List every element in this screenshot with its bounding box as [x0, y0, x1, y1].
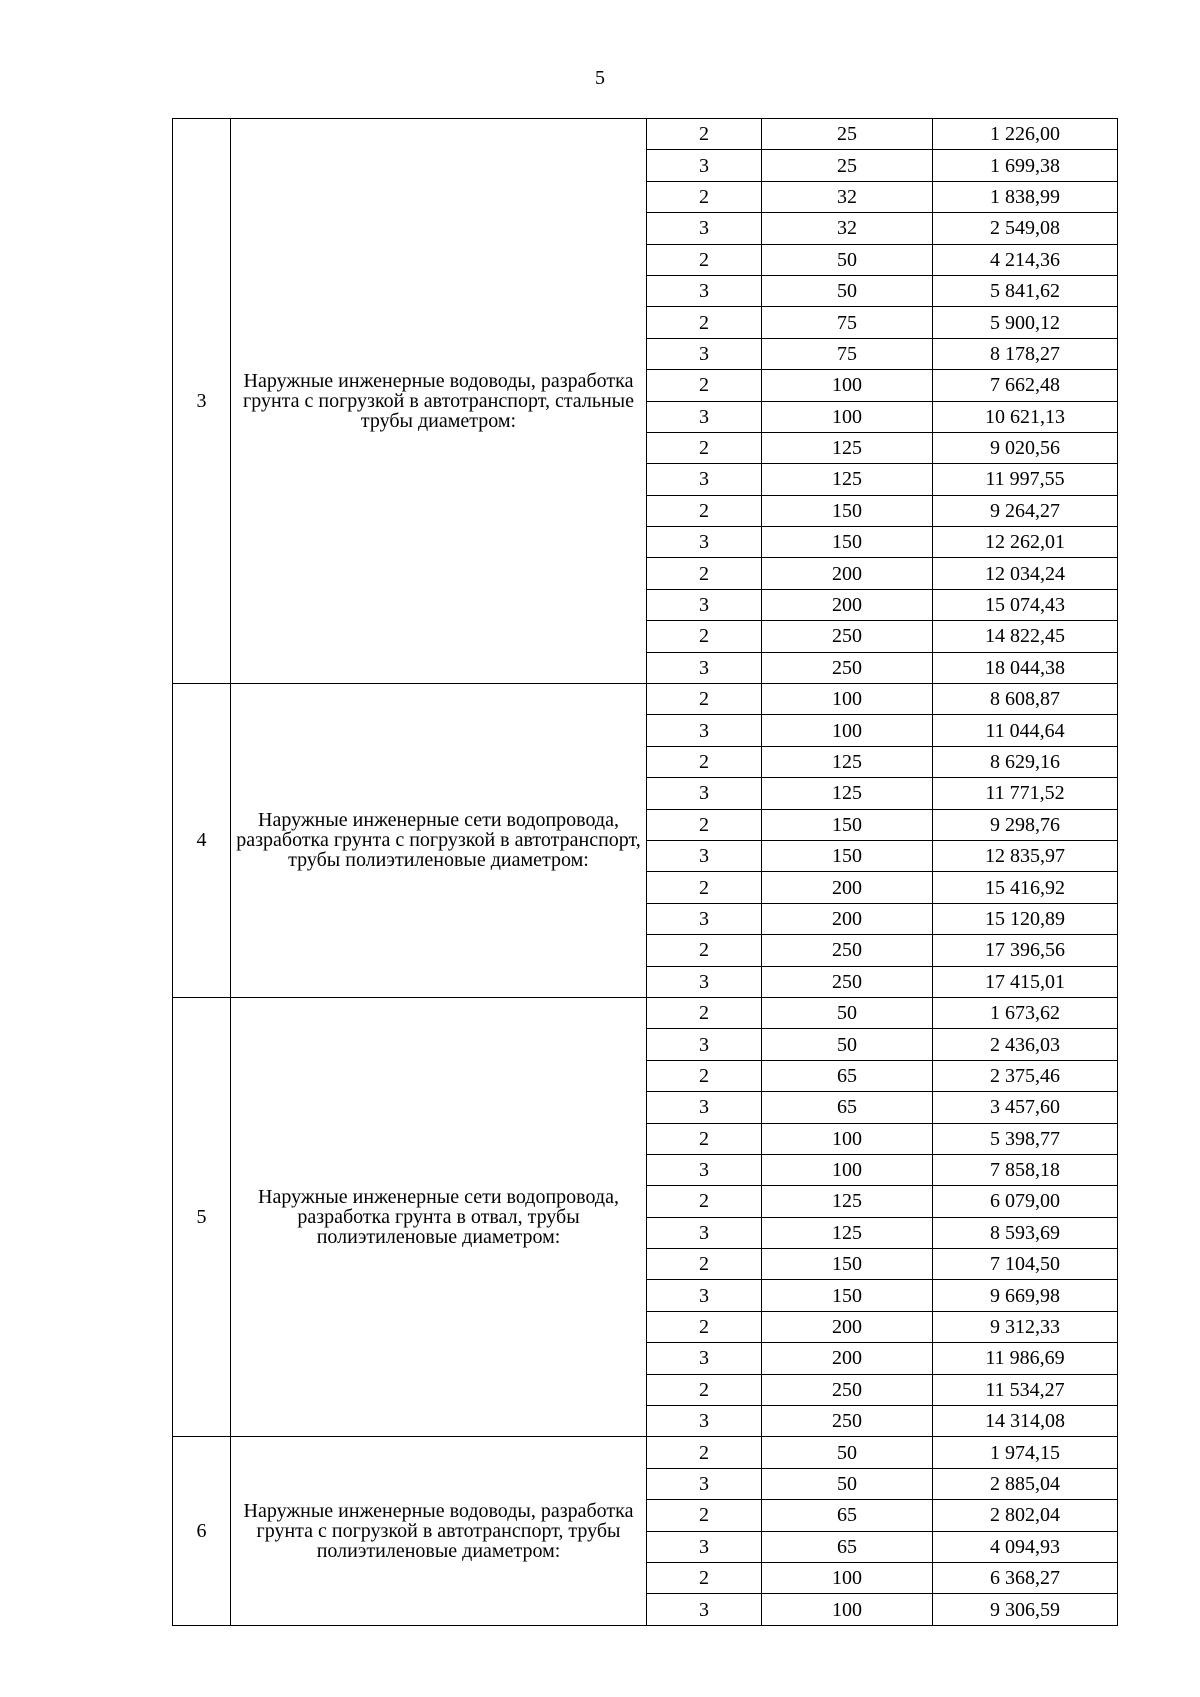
table-body — [173, 119, 1118, 1626]
group-cell: 3 — [647, 1029, 762, 1060]
group-cell: 3 — [647, 1594, 762, 1625]
diameter-cell: 250 — [762, 652, 933, 683]
diameter-cell: 200 — [762, 589, 933, 620]
group-cell: 2 — [647, 1311, 762, 1342]
diameter-cell: 200 — [762, 1311, 933, 1342]
price-cell: 1 226,00 — [933, 119, 1118, 150]
price-cell: 8 593,69 — [933, 1217, 1118, 1248]
price-cell: 6 368,27 — [933, 1562, 1118, 1593]
diameter-cell: 25 — [762, 119, 933, 150]
price-cell: 8 178,27 — [933, 338, 1118, 369]
diameter-cell: 125 — [762, 1186, 933, 1217]
diameter-cell: 200 — [762, 903, 933, 934]
group-cell: 3 — [647, 1531, 762, 1562]
price-cell: 5 841,62 — [933, 275, 1118, 306]
group-cell: 3 — [647, 966, 762, 997]
price-cell: 9 306,59 — [933, 1594, 1118, 1625]
section-number: 3 — [173, 119, 231, 684]
price-cell: 6 079,00 — [933, 1186, 1118, 1217]
group-cell: 3 — [647, 715, 762, 746]
section-description: Наружные инженерные водоводы, разработка грунта с погрузкой в автотранспорт, трубы полиэтиленовые диаметром: — [231, 1437, 647, 1625]
diameter-cell: 100 — [762, 370, 933, 401]
group-cell: 2 — [647, 432, 762, 463]
price-cell: 2 549,08 — [933, 213, 1118, 244]
price-cell: 1 974,15 — [933, 1437, 1118, 1468]
group-cell: 2 — [647, 1562, 762, 1593]
group-cell: 3 — [647, 1154, 762, 1185]
price-cell: 11 997,55 — [933, 464, 1118, 495]
group-cell: 2 — [647, 1500, 762, 1531]
diameter-cell: 200 — [762, 558, 933, 589]
price-cell: 5 900,12 — [933, 307, 1118, 338]
diameter-cell: 100 — [762, 715, 933, 746]
diameter-cell: 100 — [762, 401, 933, 432]
price-cell: 8 608,87 — [933, 684, 1118, 715]
group-cell: 3 — [647, 1406, 762, 1437]
section-description: Наружные инженерные сети водопровода, разработка грунта в отвал, трубы полиэтиленовые диаметром: — [231, 997, 647, 1436]
diameter-cell: 150 — [762, 1280, 933, 1311]
diameter-cell: 65 — [762, 1092, 933, 1123]
diameter-cell: 50 — [762, 1437, 933, 1468]
diameter-cell: 125 — [762, 1217, 933, 1248]
diameter-cell: 250 — [762, 1374, 933, 1405]
diameter-cell: 50 — [762, 1468, 933, 1499]
diameter-cell: 50 — [762, 997, 933, 1028]
diameter-cell: 32 — [762, 213, 933, 244]
price-cell: 15 416,92 — [933, 872, 1118, 903]
group-cell: 2 — [647, 872, 762, 903]
diameter-cell: 50 — [762, 244, 933, 275]
diameter-cell: 25 — [762, 150, 933, 181]
diameter-cell: 100 — [762, 1594, 933, 1625]
price-cell: 4 214,36 — [933, 244, 1118, 275]
price-cell: 18 044,38 — [933, 652, 1118, 683]
diameter-cell: 200 — [762, 1343, 933, 1374]
diameter-cell: 75 — [762, 338, 933, 369]
price-cell: 9 298,76 — [933, 809, 1118, 840]
group-cell: 2 — [647, 119, 762, 150]
group-cell: 2 — [647, 1374, 762, 1405]
section-description: Наружные инженерные водоводы, разработка грунта с погрузкой в автотранспорт, стальные трубы диаметром: — [231, 119, 647, 684]
group-cell: 3 — [647, 778, 762, 809]
diameter-cell: 150 — [762, 840, 933, 871]
group-cell: 2 — [647, 997, 762, 1028]
diameter-cell: 32 — [762, 181, 933, 212]
diameter-cell: 50 — [762, 1029, 933, 1060]
price-cell: 12 262,01 — [933, 527, 1118, 558]
price-cell: 2 375,46 — [933, 1060, 1118, 1091]
group-cell: 3 — [647, 275, 762, 306]
diameter-cell: 65 — [762, 1531, 933, 1562]
price-cell: 1 673,62 — [933, 997, 1118, 1028]
group-cell: 2 — [647, 495, 762, 526]
section-number: 4 — [173, 684, 231, 998]
diameter-cell: 200 — [762, 872, 933, 903]
price-cell: 12 034,24 — [933, 558, 1118, 589]
price-cell: 8 629,16 — [933, 746, 1118, 777]
group-cell: 3 — [647, 527, 762, 558]
page-number: 5 — [595, 67, 605, 89]
diameter-cell: 150 — [762, 495, 933, 526]
price-cell: 10 621,13 — [933, 401, 1118, 432]
price-cell: 17 415,01 — [933, 966, 1118, 997]
group-cell: 3 — [647, 1092, 762, 1123]
diameter-cell: 100 — [762, 1562, 933, 1593]
price-cell: 15 074,43 — [933, 589, 1118, 620]
group-cell: 2 — [647, 684, 762, 715]
price-cell: 14 314,08 — [933, 1406, 1118, 1437]
group-cell: 3 — [647, 840, 762, 871]
price-cell: 15 120,89 — [933, 903, 1118, 934]
table-row — [173, 684, 1118, 715]
price-cell: 11 986,69 — [933, 1343, 1118, 1374]
group-cell: 2 — [647, 621, 762, 652]
table-row — [173, 1437, 1118, 1468]
table-row — [173, 119, 1118, 150]
group-cell: 2 — [647, 809, 762, 840]
group-cell: 3 — [647, 1280, 762, 1311]
price-cell: 7 858,18 — [933, 1154, 1118, 1185]
group-cell: 3 — [647, 1217, 762, 1248]
price-cell: 2 802,04 — [933, 1500, 1118, 1531]
group-cell: 2 — [647, 746, 762, 777]
price-cell: 1 699,38 — [933, 150, 1118, 181]
diameter-cell: 65 — [762, 1060, 933, 1091]
price-cell: 12 835,97 — [933, 840, 1118, 871]
diameter-cell: 75 — [762, 307, 933, 338]
price-cell: 9 669,98 — [933, 1280, 1118, 1311]
diameter-cell: 100 — [762, 1123, 933, 1154]
section-number: 5 — [173, 997, 231, 1436]
group-cell: 2 — [647, 181, 762, 212]
diameter-cell: 150 — [762, 527, 933, 558]
price-cell: 5 398,77 — [933, 1123, 1118, 1154]
diameter-cell: 100 — [762, 684, 933, 715]
diameter-cell: 125 — [762, 432, 933, 463]
price-cell: 7 662,48 — [933, 370, 1118, 401]
group-cell: 2 — [647, 558, 762, 589]
price-cell: 9 020,56 — [933, 432, 1118, 463]
section-description: Наружные инженерные сети водопровода, разработка грунта с погрузкой в автотранспорт, трубы полиэтиленовые диаметром: — [231, 684, 647, 998]
group-cell: 3 — [647, 652, 762, 683]
table-row — [173, 997, 1118, 1028]
price-cell: 9 264,27 — [933, 495, 1118, 526]
price-cell: 14 822,45 — [933, 621, 1118, 652]
diameter-cell: 100 — [762, 1154, 933, 1185]
diameter-cell: 65 — [762, 1500, 933, 1531]
group-cell: 2 — [647, 1186, 762, 1217]
group-cell: 3 — [647, 338, 762, 369]
diameter-cell: 250 — [762, 935, 933, 966]
group-cell: 2 — [647, 1060, 762, 1091]
price-cell: 17 396,56 — [933, 935, 1118, 966]
diameter-cell: 125 — [762, 778, 933, 809]
price-cell: 11 044,64 — [933, 715, 1118, 746]
group-cell: 3 — [647, 903, 762, 934]
price-cell: 11 771,52 — [933, 778, 1118, 809]
price-cell: 9 312,33 — [933, 1311, 1118, 1342]
group-cell: 2 — [647, 307, 762, 338]
price-table — [172, 118, 1118, 1626]
diameter-cell: 250 — [762, 621, 933, 652]
price-cell: 1 838,99 — [933, 181, 1118, 212]
price-cell: 2 885,04 — [933, 1468, 1118, 1499]
group-cell: 3 — [647, 213, 762, 244]
group-cell: 3 — [647, 1343, 762, 1374]
price-cell: 2 436,03 — [933, 1029, 1118, 1060]
section-number: 6 — [173, 1437, 231, 1625]
price-cell: 11 534,27 — [933, 1374, 1118, 1405]
group-cell: 3 — [647, 401, 762, 432]
group-cell: 2 — [647, 1123, 762, 1154]
group-cell: 2 — [647, 244, 762, 275]
price-cell: 3 457,60 — [933, 1092, 1118, 1123]
diameter-cell: 150 — [762, 1249, 933, 1280]
price-cell: 4 094,93 — [933, 1531, 1118, 1562]
group-cell: 2 — [647, 1437, 762, 1468]
group-cell: 2 — [647, 935, 762, 966]
group-cell: 3 — [647, 1468, 762, 1499]
diameter-cell: 250 — [762, 1406, 933, 1437]
group-cell: 2 — [647, 370, 762, 401]
diameter-cell: 150 — [762, 809, 933, 840]
diameter-cell: 125 — [762, 746, 933, 777]
group-cell: 3 — [647, 589, 762, 620]
group-cell: 3 — [647, 464, 762, 495]
group-cell: 3 — [647, 150, 762, 181]
diameter-cell: 50 — [762, 275, 933, 306]
diameter-cell: 250 — [762, 966, 933, 997]
diameter-cell: 125 — [762, 464, 933, 495]
group-cell: 2 — [647, 1249, 762, 1280]
price-cell: 7 104,50 — [933, 1249, 1118, 1280]
